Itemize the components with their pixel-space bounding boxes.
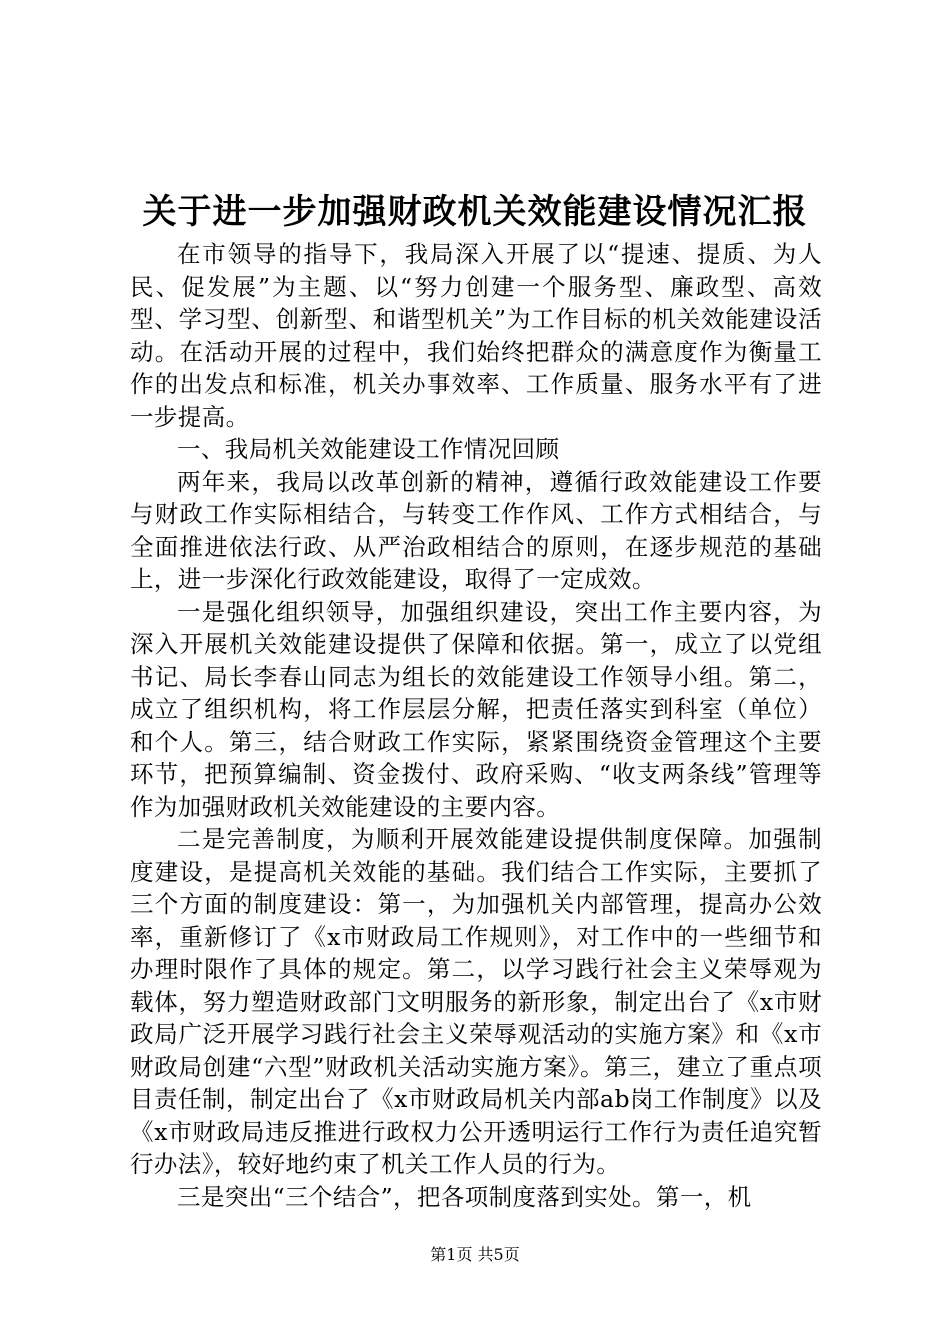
body-paragraph: 三是突出“三个结合”，把各项制度落到实处。第一，机 — [177, 1182, 752, 1211]
section-heading: 一、我局机关效能建设工作情况回顾 — [177, 435, 560, 463]
body-paragraph: 二是完善制度，为顺利开展效能建设提供制度保障。加强制度建设，是提高机关效能的基础。我们结合工作实际，主要抓了三个方面的制度建设：第一，为加强机关内部管理，提高办公效率，重新修订了《x市财政局工作规则》，对工作中的一些细节和办理时限作了具体的规定。第二，以学习践行社会主义荣辱观为载体，努力塑造财政部门文明服务的新形象，制定出台了《x市财政局广泛开展学习践行社会主义荣辱观活动的实施方案》和《x市财政局创建“六型”财政机关活动实施方案》。第三，建立了重点项目责任制，制定出台了《x市财政局机关内部ab岗工作制度》以及《x市财政局违反推进行政权力公开透明运行工作行为责任追究暂行办法》，较好地约束了机关工作人员的行为。 — [130, 825, 822, 1178]
document-title: 关于进一步加强财政机关效能建设情况汇报 — [142, 192, 808, 232]
document-body — [130, 238, 822, 1213]
intro-paragraph: 在市领导的指导下，我局深入开展了以“提速、提质、为人民、促发展”为主题、以“努力创建一个服务型、廉政型、高效型、学习型、创新型、和谐型机关”为工作目标的机关效能建设活动。在活动开展的过程中，我们始终把群众的满意度作为衡量工作的出发点和标准，机关办事效率、工作质量、服务水平有了进一步提高。 — [130, 240, 822, 431]
page-footer: 第1页 共5页 — [430, 1245, 520, 1264]
body-paragraph: 一是强化组织领导，加强组织建设，突出工作主要内容，为深入开展机关效能建设提供了保障和依据。第一，成立了以党组书记、局长李春山同志为组长的效能建设工作领导小组。第二，成立了组织机构，将工作层层分解，把责任落实到科室（单位）和个人。第三，结合财政工作实际，紧紧围绕资金管理这个主要环节，把预算编制、资金拨付、政府采购、“收支两条线”管理等作为加强财政机关效能建设的主要内容。 — [130, 597, 822, 821]
body-paragraph: 两年来，我局以改革创新的精神，遵循行政效能建设工作要与财政工作实际相结合，与转变工作作风、工作方式相结合，与全面推进依法行政、从严治政相结合的原则，在逐步规范的基础上，进一步深化行政效能建设，取得了一定成效。 — [130, 467, 822, 593]
